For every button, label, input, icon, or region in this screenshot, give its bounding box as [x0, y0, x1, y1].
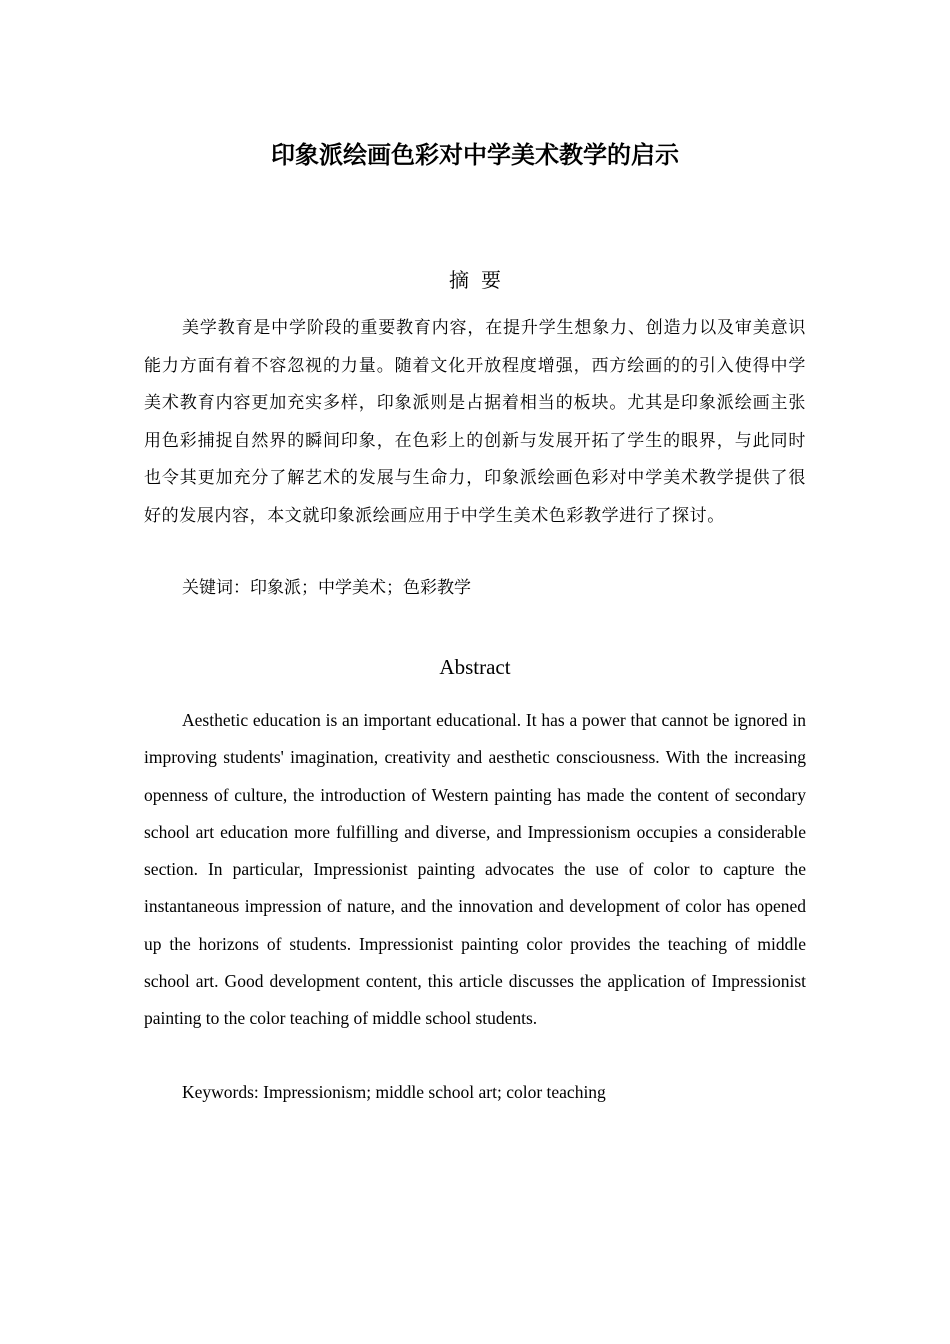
- abstract-en-heading: Abstract: [439, 655, 511, 679]
- abstract-en-body: Aesthetic education is an important educational. It has a power that cannot be ignored in improving students' imagination, creativity and aesthetic consciousness. With the increasing openness of culture, the introduction of Western painting has made the content of secondary school art education more fulfilling and diverse, and Impressionism occupies a considerable section. In particular, Impressionist painting advocates the use of color to capture the instantaneous impression of nature, and the innovation and development of color has opened up the horizons of students. Impressionist painting color provides the teaching of middle school art. Good development content, this article discusses the application of Impressionist painting to the color teaching of middle school students.: [144, 710, 806, 1029]
- abstract-cn-body: 美学教育是中学阶段的重要教育内容，在提升学生想象力、创造力以及审美意识能力方面有着不容忽视的力量。随着文化开放程度增强，西方绘画的的引入使得中学美术教育内容更加充实多样，印象派则是占据着相当的板块。尤其是印象派绘画主张用色彩捕捉自然界的瞬间印象，在色彩上的创新与发展开拓了学生的眼界，与此同时也令其更加充分了解艺术的发展与生命力，印象派绘画色彩对中学美术教学提供了很好的发展内容，本文就印象派绘画应用于中学生美术色彩教学进行了探讨。: [144, 318, 806, 526]
- abstract-cn-heading: 摘要: [449, 268, 513, 292]
- keywords-en: Keywords: Impressionism; middle school art; color teaching: [182, 1082, 606, 1102]
- keywords-cn: 关键词：印象派；中学美术；色彩教学: [182, 578, 471, 598]
- paper-title: 印象派绘画色彩对中学美术教学的启示: [271, 141, 679, 169]
